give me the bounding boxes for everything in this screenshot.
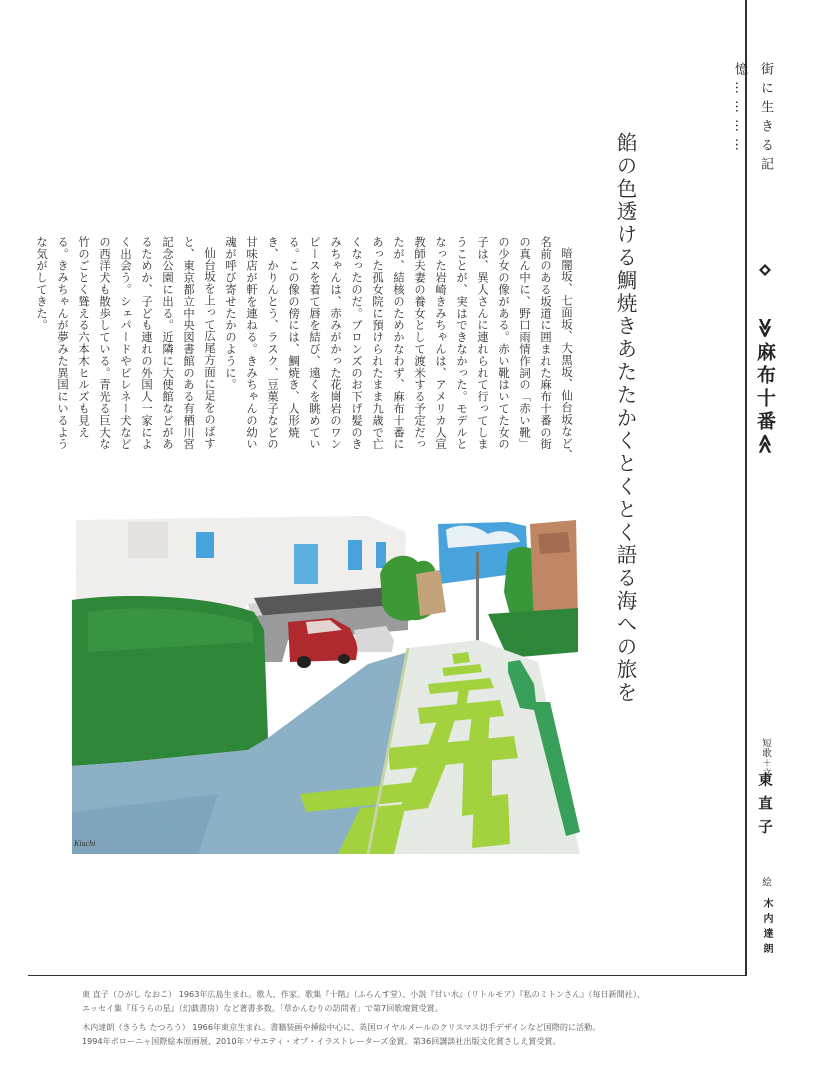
illustrator-signature: Kiuchi [74,839,96,848]
author-bios [82,988,762,1048]
essay-body [35,236,577,462]
essay-paragraph: 暗闇坂、七面坂、大黒坂、仙台坂など、名前のある坂道に囲まれた麻布十番の街の真ん中に、野口雨情作詞の「赤い靴」の少女の像がある。赤い靴はいてた女の子は、異人さんに連れられて行ってしまうことが、実はできなかった。モデルとなった岩崎きみちゃんは、アメリカ人宣教師夫妻の養女として渡米する予定だったが、結核のためかなわず、麻布十番にあった孤女院に預けられたまま九歳で亡くなったのだ。ブロンズのお下げ髪のきみちゃんは、赤みがかった花崗岩のワンピースを着て唇を結び、遠くを眺めている。この像の傍には、鯛焼き、人形焼き、かりんとう、ラスク、豆菓子などの甘味店が軒を連ねる。きみちゃんの幼い魂が呼び寄せたかのように。 [224,236,573,462]
credit-author: 東直子 [756,772,773,843]
credit-illustration-role: 絵 [760,877,771,887]
bio-line: 東 直子（ひがし なおこ） 1963年広島生まれ。歌人、作家。歌集『十階』（ふらんす堂）、小説『甘い水』（リトルモア）『私のミトンさん』（毎日新聞社）、 [82,989,645,999]
bottom-divider [28,975,747,976]
diamond-ornament-icon [759,264,771,276]
credit-role: 短歌＋文 [760,738,771,778]
essay-paragraph: 仙台坂を上って広尾方面に足をのばすと、東京都立中央図書館のある有栖川宮記念公園に出る。近隣に大使館などがあるためか、子ども連れの外国人一家によく出会う。シェパードやピレネー犬などの西洋犬も散歩している。青光る巨大な竹のごとく聳える六本木ヒルズも見える。きみちゃんが夢みた異国にいるような気がしてきた。 [35,236,216,451]
bio-line: 木内達朗（きうち たつろう） 1966年東京生まれ。書籍装画や挿絵中心に、英国ロイヤルメールのクリスマス切手デザインなど国際的に活動。 [82,1022,601,1032]
series-title: 街に生きる記憶………… [732,62,773,176]
tanka-poem: 餡の色透ける鯛焼きあたたかくとくとく語る海への旅を [613,132,637,705]
bio-line: エッセイ集『耳うらの星』（幻戯書房）など著書多数。「草かんむりの訪問者」で第7回歌壇賞受賞。 [82,1002,443,1013]
street-illustration [68,512,580,854]
credit-illustrator: 木内達朗 [761,898,772,958]
bio-line: 1994年ボローニャ国際絵本原画展、2010年ソサエティ・オブ・イラストレーターズ金賞。第36回講談社出版文化賞さしえ賞受賞。 [82,1035,561,1046]
place-title: ≫麻布十番≪ [754,318,776,458]
